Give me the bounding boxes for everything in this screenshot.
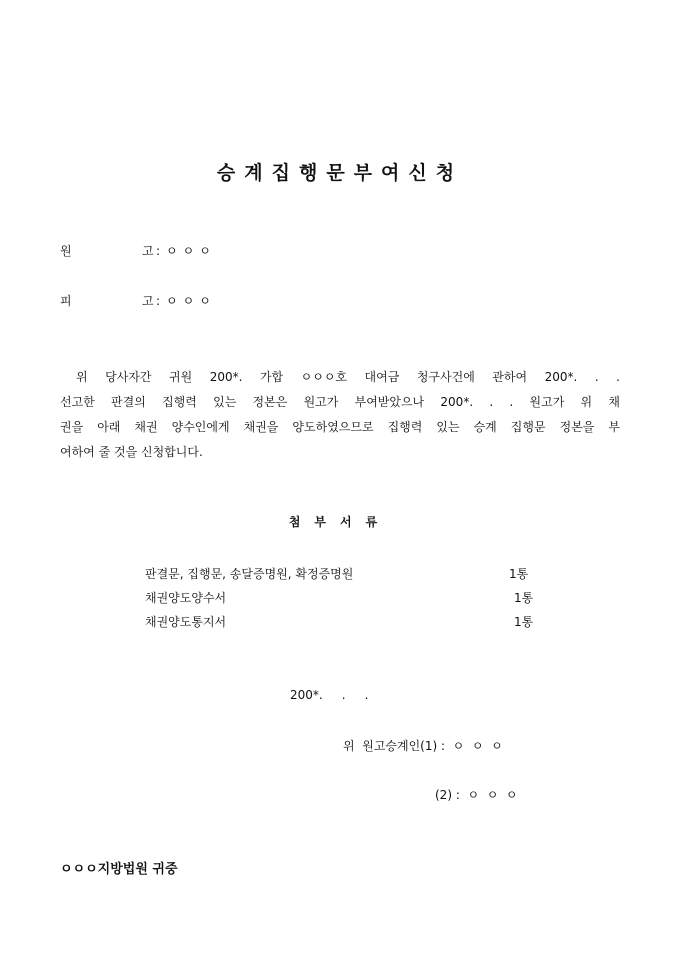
defendant-name: ㅇㅇㅇ — [166, 294, 216, 308]
body-line-2: 선고한 판결의 집행력 있는 정본은 원고가 부여받았으나 200*. . . 원고가 위 채 — [60, 395, 620, 409]
plaintiff-label-first-char: 원 — [60, 244, 72, 258]
attachment-count-2: 1통 — [514, 591, 534, 605]
body-line-1: 위 당사자간 귀원 200*. 가합 ㅇㅇㅇ호 대여금 청구사건에 관하여 200*. . . — [76, 370, 620, 384]
plaintiff-label-last-char: 고 — [142, 244, 154, 258]
plaintiff-name: ㅇㅇㅇ — [166, 244, 216, 258]
attachment-count-3: 1통 — [514, 615, 534, 629]
attachment-item-1: 판결문, 집행문, 송달증명원, 확정증명원 — [145, 567, 354, 581]
document-title: 승계집행문부여신청 — [216, 162, 464, 184]
court-addressee: ㅇㅇㅇ지방법원 귀중 — [60, 862, 178, 877]
body-line-3: 권을 아래 채권 양수인에게 채권을 양도하였으므로 집행력 있는 승계 집행문 정본을 부 — [60, 420, 620, 434]
defendant-separator: : — [156, 294, 161, 308]
attachments-title: 첨부서류 — [288, 515, 392, 529]
plaintiff-separator: : — [156, 244, 161, 258]
plaintiff-row — [60, 242, 216, 259]
defendant-row — [60, 292, 216, 309]
defendant-label-last-char: 고 — [142, 294, 154, 308]
defendant-label-first-char: 피 — [60, 294, 72, 308]
applicant-1: 위 원고승계인(1) : ㅇ ㅇ ㅇ — [343, 739, 503, 753]
attachment-item-2: 채권양도양수서 — [145, 591, 227, 605]
body-line-4: 여하여 줄 것을 신청합니다. — [60, 445, 203, 459]
application-date: 200*. . . — [290, 688, 369, 702]
attachment-item-3: 채권양도통지서 — [145, 615, 227, 629]
attachment-count-1: 1통 — [509, 567, 529, 581]
applicant-2: (2) : ㅇ ㅇ ㅇ — [435, 788, 518, 802]
